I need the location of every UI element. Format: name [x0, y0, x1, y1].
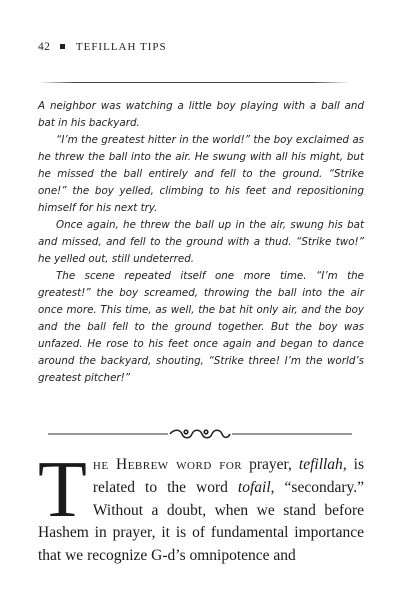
lead-term-tofail: tofail: [237, 478, 271, 496]
lead-text-2: , is related to the word: [92, 456, 364, 496]
anecdote-paragraph-4: The scene repeated itself one more time. “I’m the greatest!” the boy screamed, throwing the ball into the air once more. This time, as well, the bat hit only air, and the boy and the ball fell to the ground together. But the boy was unfazed. He rose to his feet once again and began to dance around the backyard, shouting, “Strike three! I’m the world’s greatest pitcher!”: [38, 270, 364, 384]
anecdote-paragraph-3: Once again, he threw the ball up in the air, swung his bat and missed, and fell to the ground with a thud. “Strike two!” he yelled out, still undeterred.: [38, 219, 364, 265]
running-header: [38, 41, 167, 53]
section-divider: [0, 427, 400, 441]
anecdote-paragraph-1: A neighbor was watching a little boy playing with a ball and bat in his backyard.: [38, 100, 364, 129]
header-rule: [38, 82, 350, 83]
anecdote-block: [38, 98, 364, 387]
scroll-flourish-icon: [0, 427, 400, 441]
running-title: TEFILLAH TIPS: [75, 41, 167, 53]
chapter-lead-paragraph: [38, 446, 364, 568]
page-number: 42: [38, 41, 51, 53]
drop-cap: T: [38, 446, 87, 534]
anecdote-paragraph-2: “I’m the greatest hitter in the world!” the boy exclaimed as he threw the ball into the air. He swung with all his might, but he missed the ball entirely and fell to the ground. “Strike one!” the boy yelled, climbing to his feet and repositioning himself for his next try.: [38, 134, 364, 214]
lead-text-1: prayer,: [242, 456, 299, 473]
lead-small-caps: he Hebrew word for: [92, 456, 243, 473]
lead-term-tefillah: tefillah: [298, 456, 343, 473]
separator-square-icon: [60, 44, 65, 49]
lead-text-3: , “secondary.” Without a doubt, when we stand before Hashem in prayer, it is of fundamental importance that we recognize G-d’s omnipotence and: [38, 478, 364, 565]
